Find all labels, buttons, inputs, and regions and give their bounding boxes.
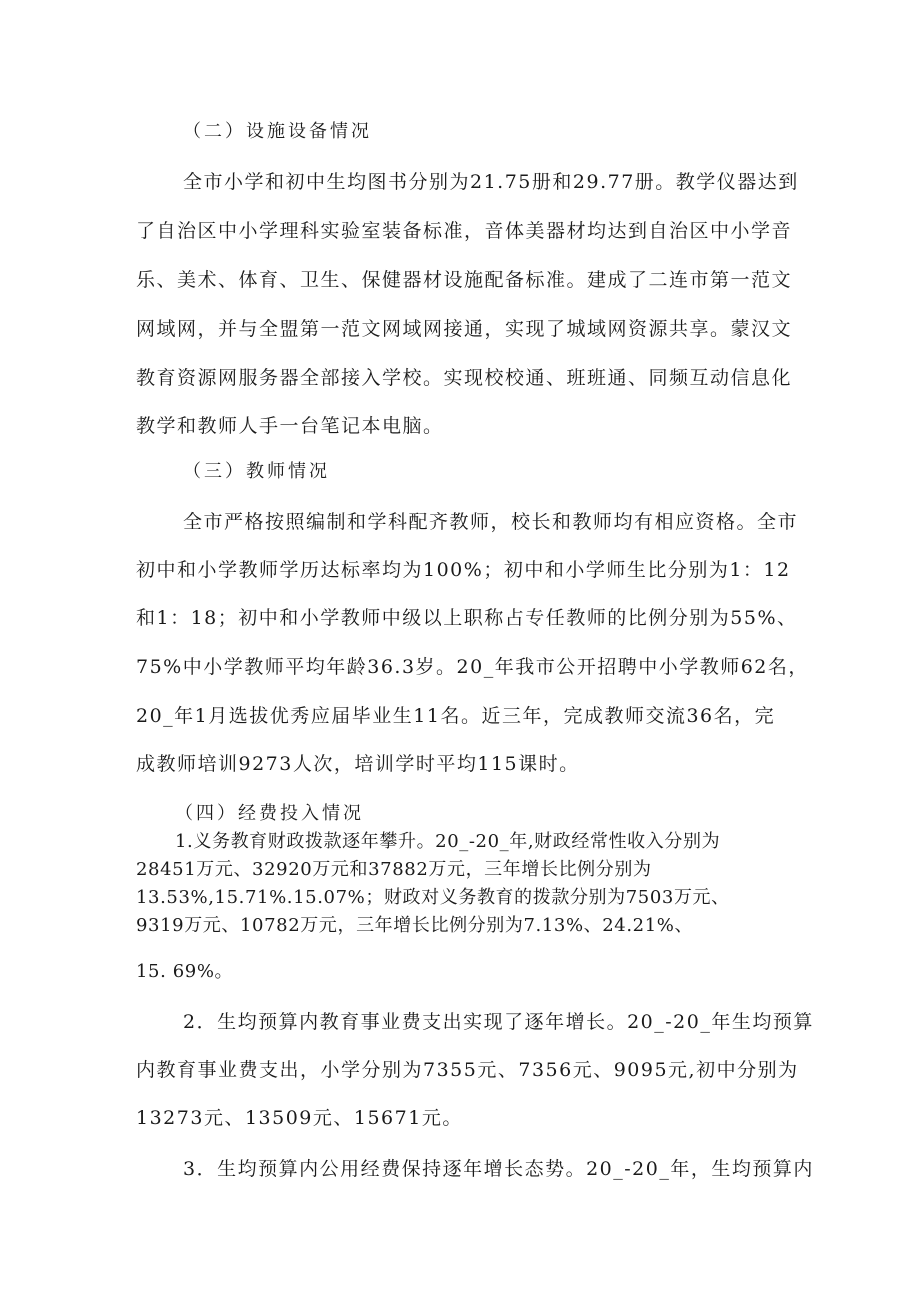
paragraph-line: 内教育事业费支出，小学分别为7355元、7356元、9095元,初中分别为 (136, 1059, 799, 1081)
paragraph-line: 75%中小学教师平均年龄36.3岁。20_年我市公开招聘中小学教师62名， (136, 656, 809, 678)
paragraph-line: 全市严格按照编制和学科配齐教师，校长和教师均有相应资格。全市 (183, 511, 799, 533)
paragraph-line: 全市小学和初中生均图书分别为21.75册和29.77册。教学仪器达到 (183, 171, 799, 193)
paragraph-line: 1.义务教育财政拨款逐年攀升。20_-20_年,财政经常性收入分别为 (175, 831, 721, 852)
paragraph-line: 2．生均预算内教育事业费支出实现了逐年增长。20_-20_年生均预算 (183, 1011, 814, 1033)
paragraph-line: 了自治区中小学理科实验室装备标准，音体美器材均达到自治区中小学音 (136, 220, 793, 242)
paragraph-line: 28451万元、32920万元和37882万元，三年增长比例分别为 (136, 859, 652, 880)
paragraph-line: 成教师培训9273人次，培训学时平均115课时。 (136, 753, 580, 775)
section-heading-teachers: （三）教师情况 (183, 461, 330, 482)
paragraph-line: 初中和小学教师学历达标率均为100%；初中和小学师生比分别为1：12 (136, 559, 791, 581)
paragraph-line: 网域网，并与全盟第一范文网域网接通，实现了城域网资源共享。蒙汉文 (136, 318, 793, 340)
paragraph-line: 教育资源网服务器全部接入学校。实现校校通、班班通、同频互动信息化 (136, 367, 793, 389)
paragraph-line: 15. 69%。 (136, 961, 234, 982)
paragraph-line: 和1：18；初中和小学教师中级以上职称占专任教师的比例分别为55%、 (136, 607, 798, 629)
paragraph-line: 乐、美术、体育、卫生、保健器材设施配备标准。建成了二连市第一范文 (136, 269, 793, 291)
paragraph-line: 3．生均预算内公用经费保持逐年增长态势。20_-20_年，生均预算内 (183, 1158, 814, 1180)
paragraph-line: 13273元、13509元、15671元。 (136, 1107, 463, 1129)
section-heading-funding: （四）经费投入情况 (175, 803, 364, 824)
paragraph-line: 20_年1月选拔优秀应届毕业生11名。近三年，完成教师交流36名，完 (136, 705, 776, 727)
paragraph-line: 13.53%,15.71%.15.07%；财政对义务教育的拨款分别为7503万元、 (136, 887, 730, 908)
paragraph-line: 9319万元、10782万元，三年增长比例分别为7.13%、24.21%、 (136, 915, 694, 936)
paragraph-line: 教学和教师人手一台笔记本电脑。 (136, 415, 444, 437)
section-heading-facilities: （二）设施设备情况 (183, 121, 372, 142)
